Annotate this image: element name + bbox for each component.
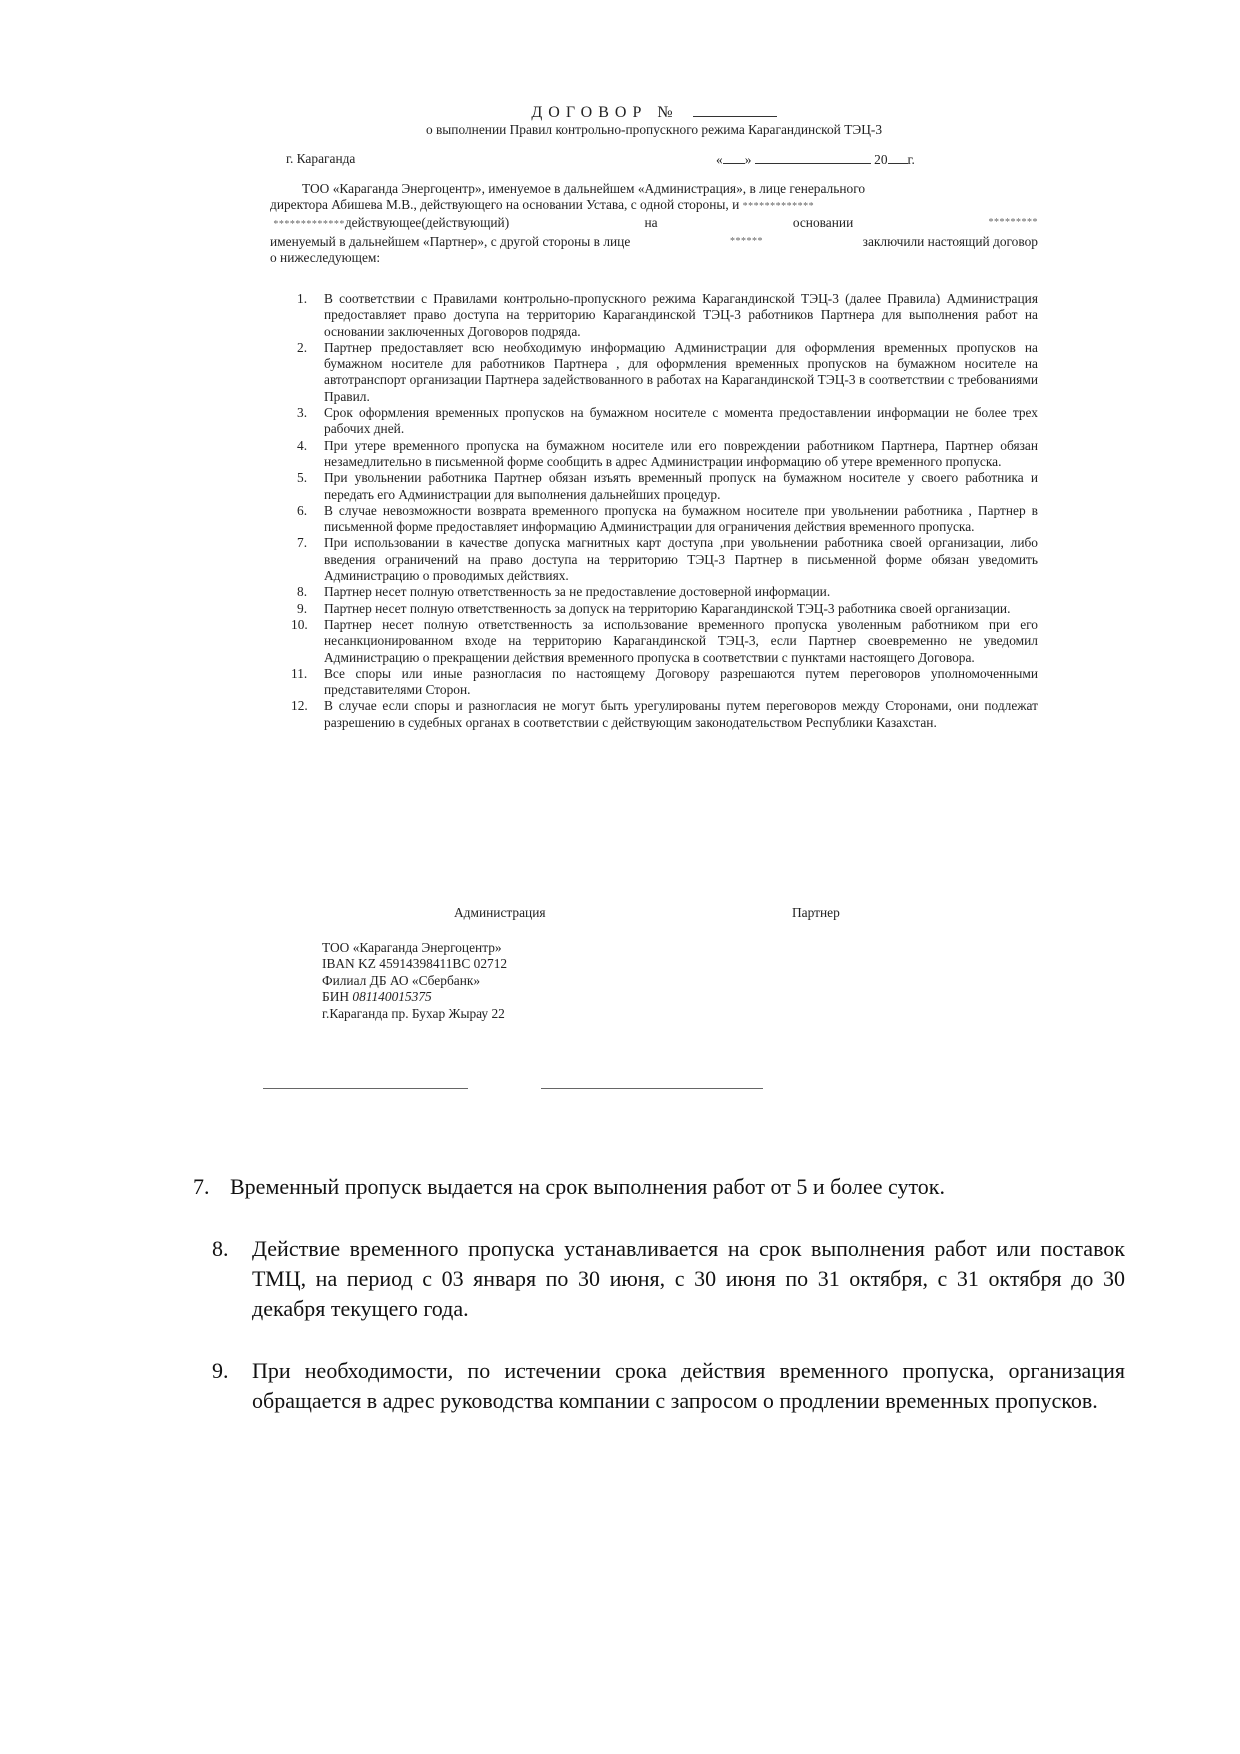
administration-heading: Администрация xyxy=(454,905,546,920)
date-blank: « » 20 г. xyxy=(716,152,915,167)
clause-item: 11. Все споры или иные разногласия по настоящему Договору разрешаются путем переговоров уполномоченными представителями Сторон. xyxy=(291,665,1038,698)
year-blank xyxy=(888,151,908,164)
clause-item: 3. Срок оформления временных пропусков на бумажном носителе с момента предоставлении информации не более трех рабочих дней. xyxy=(297,405,1038,437)
bin-value: 081140015375 xyxy=(352,989,432,1005)
clause-item: 5. При увольнении работника Партнер обязан изъять временный пропуск на бумажном носителе у своего работника и передать его Администрации для выполнения дальнейших процедур. xyxy=(297,470,1038,502)
partner-heading: Партнер xyxy=(792,905,840,920)
contract-clauses xyxy=(291,291,1038,731)
month-blank xyxy=(755,151,871,164)
contract-subtitle: о выполнении Правил контрольно-пропускного режима Карагандинской ТЭЦ-3 xyxy=(425,122,883,137)
redacted-partner-name-cont: ************* xyxy=(273,219,345,231)
clause-item: 10. Партнер несет полную ответственность за использование временного пропуска уволенным работником при его несанкционированном входе на территорию Карагандинской ТЭЦ-3, если Партнер своевременно не уведомил Администрацию о прекращении действия временного пропуска в соответствии с пунктами настоящего Договора. xyxy=(291,616,1038,665)
administration-signature-line xyxy=(263,1088,468,1089)
rule-item: 8. Действие временного пропуска устанавливается на срок выполнения работ или поставок ТМЦ, на период с 03 января по 30 июня, с 30 июня по 31 октября, с 31 октября до 30 декабря текущего года. xyxy=(212,1236,1125,1321)
administration-requisites xyxy=(322,940,507,1022)
contract-preamble xyxy=(270,181,1038,266)
clause-item: 4. При утере временного пропуска на бумажном носителе или его повреждении работником Партнера, Партнер обязан незамедлительно в письменной форме сообщить в адрес Администрации информацию об утере временного пропуска. xyxy=(297,437,1038,469)
redacted-basis: ********* xyxy=(988,217,1038,229)
clause-item: 6. В случае невозможности возврата временного пропуска на бумажном носителе при увольнении работника , Партнер в письменной форме предоставляет информацию Администрации для ограничения действия временного пропуска. xyxy=(297,502,1038,535)
city-date-row xyxy=(286,151,1038,167)
city: г. Караганда xyxy=(286,151,356,166)
contract-title-text: ДОГОВОР № xyxy=(531,104,679,121)
contract-number-blank xyxy=(693,104,777,117)
rule-item: 7. Временный пропуск выдается на срок выполнения работ от 5 и более суток. xyxy=(193,1174,945,1199)
partner-signature-line xyxy=(541,1088,763,1089)
redacted-partner-name: ************* xyxy=(742,201,815,213)
company-name: ТОО «Караганда Энергоцентр» xyxy=(322,940,502,955)
bin: БИН 081140015375 xyxy=(322,989,432,1005)
bank-name: Филиал ДБ АО «Сбербанк» xyxy=(322,972,481,988)
preamble-line-5: о нижеследующем: xyxy=(270,249,381,265)
rule-item: 9. При необходимости, по истечении срока действия временного пропуска, организация обращается в адрес руководства компании с запросом о продлении временных пропусков. xyxy=(212,1358,1125,1413)
clause-item: 8. Партнер несет полную ответственность за не предоставление достоверной информации. xyxy=(297,584,831,600)
clause-item: 12. В случае если споры и разногласия не могут быть урегулированы путем переговоров между Сторонами, они подлежат разрешению в судебных органах в соответствии с действующим законодательством Республики Казахстан. xyxy=(291,698,1038,730)
preamble-line-1: ТОО «Караганда Энергоцентр», именуемое в дальнейшем «Администрация», в лице генерального xyxy=(302,181,866,196)
clause-item: 1. В соответствии с Правилами контрольно-пропускного режима Карагандинской ТЭЦ-3 (далее Правила) Администрация предоставляет право доступа на территорию Карагандинской ТЭЦ-3 работников Партнера для выполнения работ на основании заключенных Договоров подряда. xyxy=(297,291,1038,339)
contract-title xyxy=(270,104,1038,122)
preamble-line-3: *************действующее(действующий) на основании ********* xyxy=(270,215,1038,233)
redacted-representative: ****** xyxy=(729,235,763,247)
address: г.Караганда пр. Бухар Жырау 22 xyxy=(322,1005,505,1021)
clause-item: 7. При использовании в качестве допуска магнитных карт доступа ,при увольнении работника своей организации, либо введения ограничений на право доступа на территорию ТЭЦ-3 Партнер в письменной форме обязан уведомить Администрацию о проводимых действиях. xyxy=(297,535,1038,584)
clause-item: 9. Партнер несет полную ответственность за допуск на территорию Карагандинской ТЭЦ-3 работника своей организации. xyxy=(297,600,1011,616)
day-blank xyxy=(723,151,745,164)
clause-item: 2. Партнер предоставляет всю необходимую информацию Администрации для оформления временных пропусков на бумажном носителе для работников Партнера , для оформления временных пропусков на бумажном носителе на автотранспорт организации Партнера задействованного в работах на Карагандинской ТЭЦ-3 в соответствии с требованиями Правил. xyxy=(297,339,1038,404)
pass-rules-list xyxy=(193,1172,1145,1416)
preamble-line-4: именуемый в дальнейшем «Партнер», с другой стороны в лице ****** заключили настоящий договор xyxy=(270,233,1038,249)
iban: IBAN KZ 45914398411BC 02712 xyxy=(322,956,508,972)
preamble-line-2: директора Абишева М.В., действующего на основании Устава, с одной стороны, и ************* xyxy=(270,197,815,213)
